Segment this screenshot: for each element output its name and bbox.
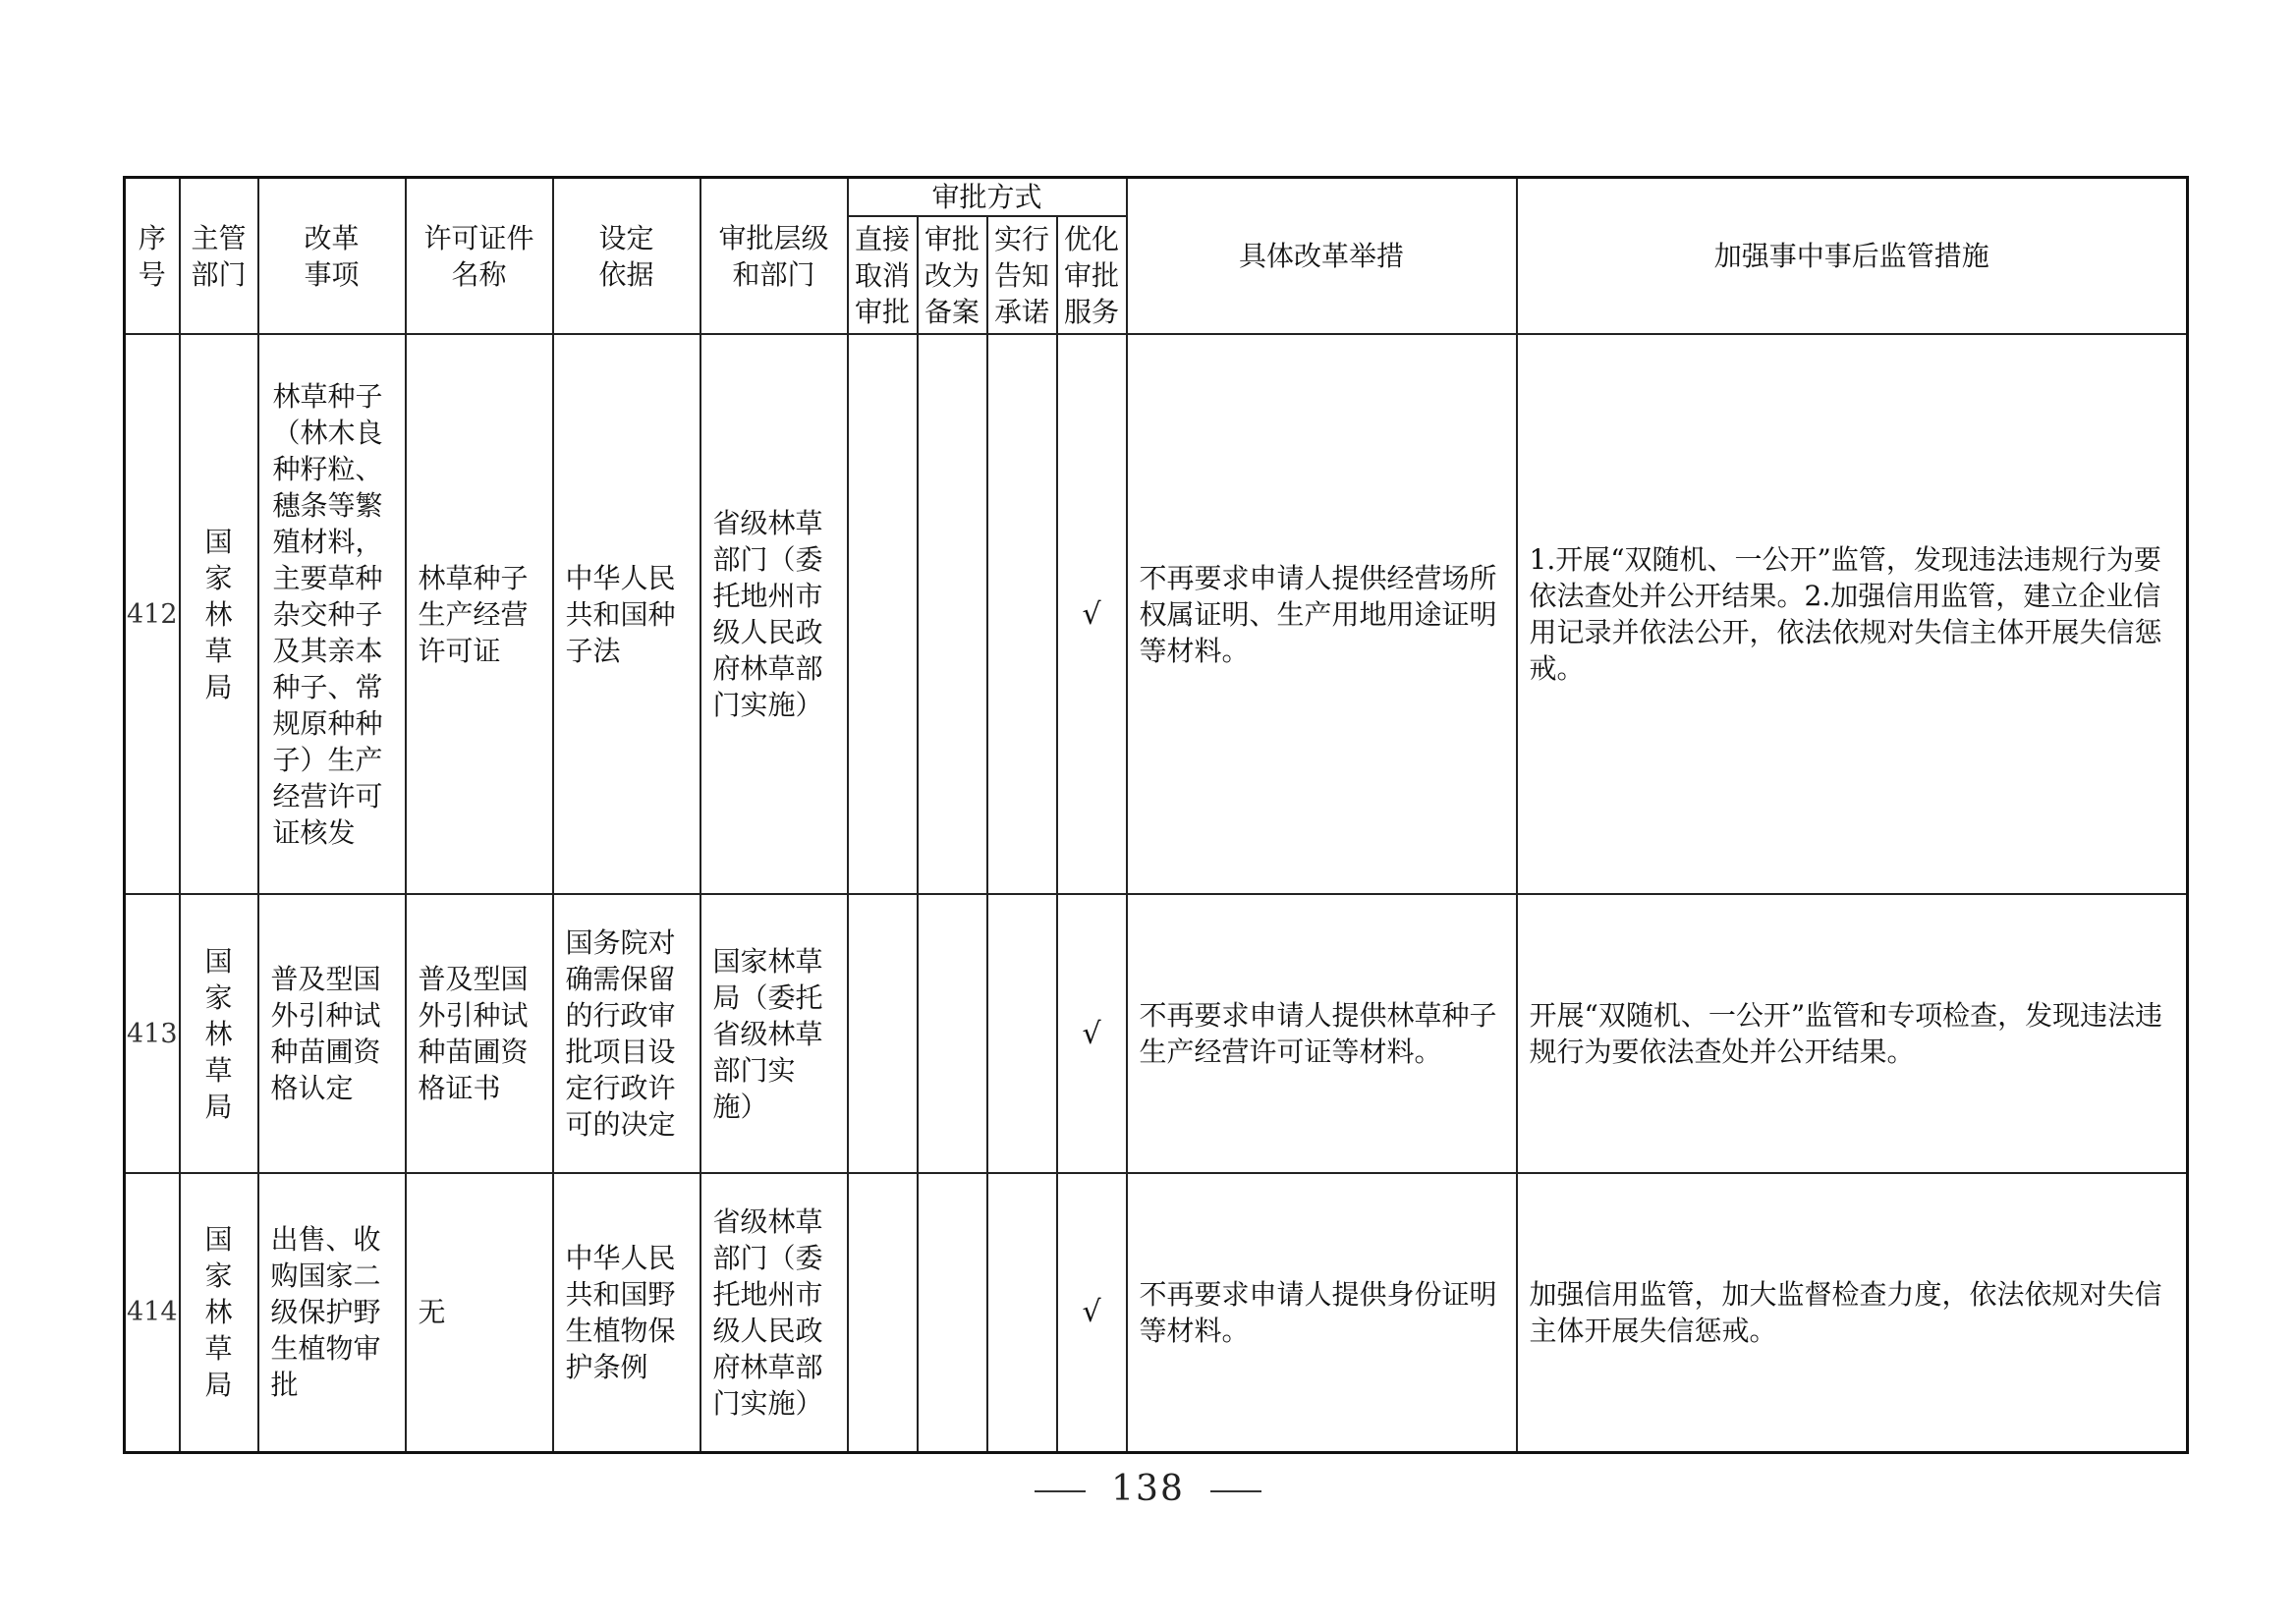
row-item: 林草种子（林木良种籽粒、穗条等繁殖材料，主要草种杂交种子及其亲本种子、常规原种种子）生产经营许可证核发	[258, 334, 406, 894]
page-number-dash-right	[1210, 1490, 1261, 1492]
row-measures: 不再要求申请人提供经营场所权属证明、生产用地用途证明等材料。	[1127, 334, 1517, 894]
row-level: 省级林草部门（委托地州市级人民政府林草部门实施）	[700, 1173, 848, 1452]
row-dept: 国家林草局	[180, 894, 258, 1173]
row-supervision: 开展“双随机、一公开”监管和专项检查，发现违法违规行为要依法查处并公开结果。	[1517, 894, 2188, 1173]
page-number	[0, 1469, 2296, 1509]
row-level: 国家林草局（委托省级林草部门实施）	[700, 894, 848, 1173]
row-method-commitment	[987, 894, 1057, 1173]
reform-table	[123, 176, 2189, 1454]
row-method-cancel	[848, 334, 918, 894]
row-measures: 不再要求申请人提供身份证明等材料。	[1127, 1173, 1517, 1452]
row-seq: 414	[125, 1173, 180, 1452]
table-row	[125, 894, 2188, 1173]
header-basis: 设定依据	[553, 178, 700, 335]
row-seq: 412	[125, 334, 180, 894]
row-method-filing	[918, 334, 987, 894]
row-method-optimize: √	[1057, 334, 1127, 894]
row-method-commitment	[987, 1173, 1057, 1452]
page-number-value: 138	[1111, 1469, 1185, 1509]
row-method-filing	[918, 1173, 987, 1452]
header-dept: 主管部门	[180, 178, 258, 335]
header-method-filing: 审批改为备案	[918, 216, 987, 334]
row-dept: 国家林草局	[180, 334, 258, 894]
row-measures: 不再要求申请人提供林草种子生产经营许可证等材料。	[1127, 894, 1517, 1173]
row-method-cancel	[848, 894, 918, 1173]
row-method-commitment	[987, 334, 1057, 894]
row-basis: 中华人民共和国种子法	[553, 334, 700, 894]
header-level: 审批层级和部门	[700, 178, 848, 335]
row-basis: 中华人民共和国野生植物保护条例	[553, 1173, 700, 1452]
header-measures: 具体改革举措	[1127, 178, 1517, 335]
header-method-group: 审批方式	[848, 178, 1127, 217]
header-method-commitment: 实行告知承诺	[987, 216, 1057, 334]
row-method-filing	[918, 894, 987, 1173]
row-level: 省级林草部门（委托地州市级人民政府林草部门实施）	[700, 334, 848, 894]
header-item: 改革事项	[258, 178, 406, 335]
row-method-cancel	[848, 1173, 918, 1452]
header-method-cancel: 直接取消审批	[848, 216, 918, 334]
row-supervision: 1.开展“双随机、一公开”监管，发现违法违规行为要依法查处并公开结果。2.加强信用监管，建立企业信用记录并依法公开，依法依规对失信主体开展失信惩戒。	[1517, 334, 2188, 894]
row-license: 无	[406, 1173, 553, 1452]
row-item: 普及型国外引种试种苗圃资格认定	[258, 894, 406, 1173]
row-seq: 413	[125, 894, 180, 1173]
row-license: 林草种子生产经营许可证	[406, 334, 553, 894]
row-method-optimize: √	[1057, 894, 1127, 1173]
row-basis: 国务院对确需保留的行政审批项目设定行政许可的决定	[553, 894, 700, 1173]
header-method-optimize: 优化审批服务	[1057, 216, 1127, 334]
row-method-optimize: √	[1057, 1173, 1127, 1452]
table-row	[125, 334, 2188, 894]
row-item: 出售、收购国家二级保护野生植物审批	[258, 1173, 406, 1452]
row-supervision: 加强信用监管，加大监督检查力度，依法依规对失信主体开展失信惩戒。	[1517, 1173, 2188, 1452]
table-row	[125, 1173, 2188, 1452]
header-license: 许可证件名称	[406, 178, 553, 335]
header-seq: 序号	[125, 178, 180, 335]
header-supervision: 加强事中事后监管措施	[1517, 178, 2188, 335]
row-dept: 国家林草局	[180, 1173, 258, 1452]
header-row-top	[125, 178, 2188, 217]
page-number-dash-left	[1035, 1490, 1086, 1492]
row-license: 普及型国外引种试种苗圃资格证书	[406, 894, 553, 1173]
